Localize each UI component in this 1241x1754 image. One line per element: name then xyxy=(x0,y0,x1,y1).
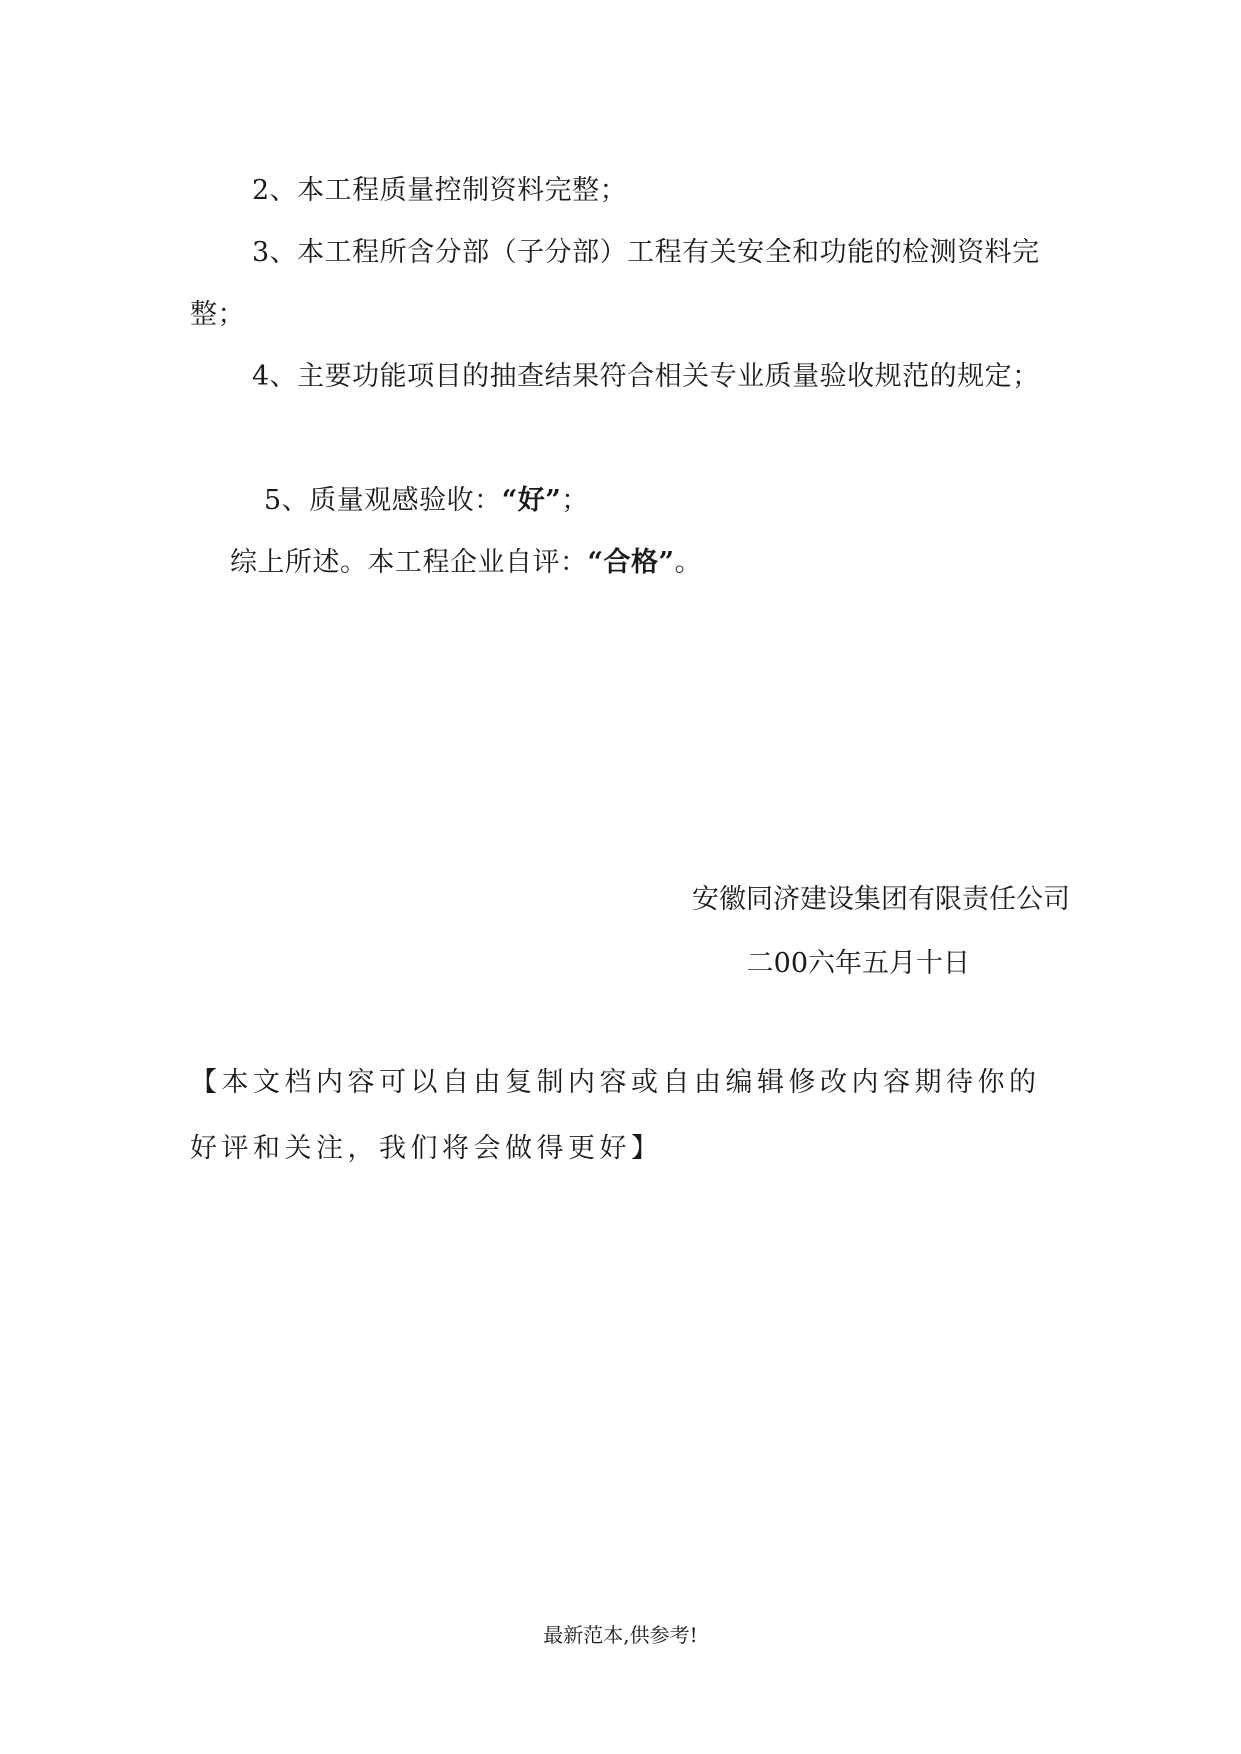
item-5-prefix: 5、质量观感验收： xyxy=(264,485,502,516)
item-4: 4、主要功能项目的抽查结果符合相关专业质量验收规范的规定； xyxy=(252,361,1040,392)
item-5-suffix: ； xyxy=(561,485,589,516)
summary-suffix: 。 xyxy=(674,547,703,578)
summary-prefix: 综上所述。本工程企业自评： xyxy=(230,547,588,578)
item-5 xyxy=(190,470,1134,532)
page-footer: 最新范本,供参考! xyxy=(543,1623,698,1647)
edit-notice: 【本文档内容可以自由复制内容或自由编辑修改内容期待你的好评和关注，我们将会做得更好】 xyxy=(190,1067,1041,1164)
summary xyxy=(190,532,1100,594)
item-3: 3、本工程所含分部（子分部）工程有关安全和功能的检测资料完整； xyxy=(190,237,1040,330)
signature-date: 二00六年五月十日 xyxy=(746,948,970,979)
item-2: 2、本工程质量控制资料完整； xyxy=(252,175,628,206)
signature-company: 安徽同济建设集团有限责任公司 xyxy=(692,884,1070,915)
item-5-rating: “好” xyxy=(501,485,562,516)
summary-rating: “合格” xyxy=(587,547,675,578)
